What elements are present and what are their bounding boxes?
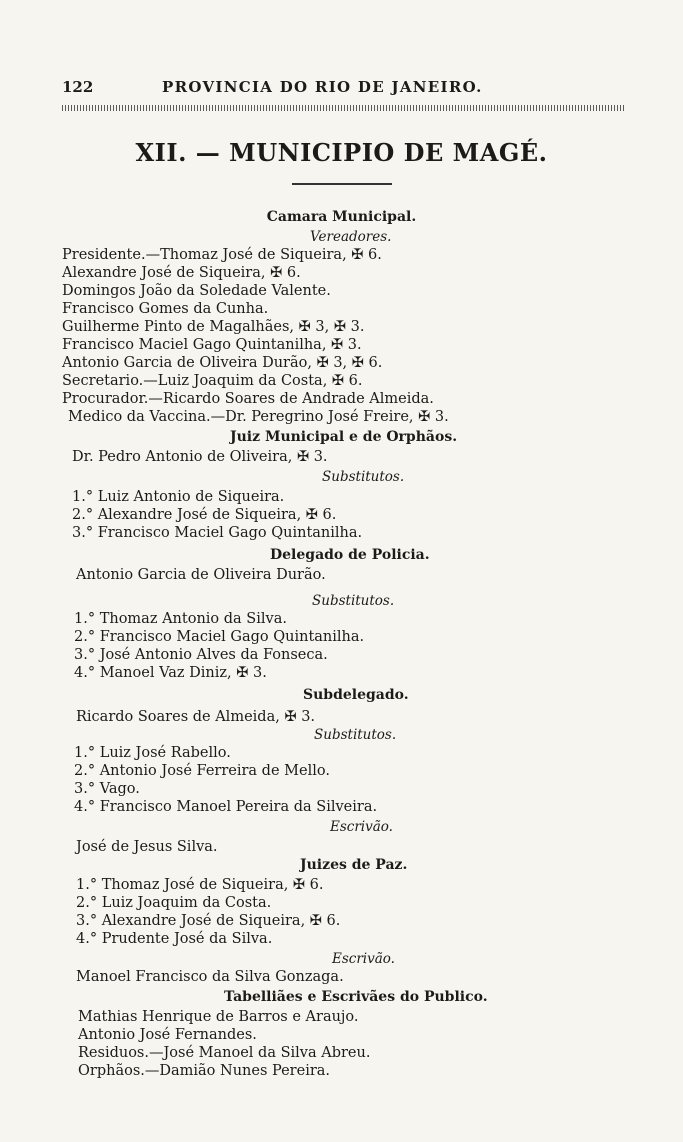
text-line: Manoel Francisco da Silva Gonzaga. xyxy=(76,969,344,985)
text-line: 4.° Manoel Vaz Diniz, ✠ 3. xyxy=(74,665,267,681)
text-line: Domingos João da Soledade Valente. xyxy=(62,283,331,299)
running-header xyxy=(62,78,632,100)
text-line: Antonio Garcia de Oliveira Durão. xyxy=(76,567,326,583)
text-line: 1.° Thomaz Antonio da Silva. xyxy=(74,611,287,627)
text-line: Dr. Pedro Antonio de Oliveira, ✠ 3. xyxy=(72,449,328,465)
text-line: 4.° Francisco Manoel Pereira da Silveira. xyxy=(74,799,378,815)
running-title: PROVINCIA DO RIO DE JANEIRO. xyxy=(162,78,483,96)
text-line: 3.° Alexandre José de Siqueira, ✠ 6. xyxy=(76,913,341,929)
text-line: Residuos.—José Manoel da Silva Abreu. xyxy=(78,1045,371,1061)
heading-subdelegado: Subdelegado. xyxy=(303,687,409,703)
text-line: 1.° Luiz Antonio de Siqueira. xyxy=(72,489,285,505)
text-line: Ricardo Soares de Almeida, ✠ 3. xyxy=(76,709,316,725)
label-substitutos: Substitutos. xyxy=(322,469,405,485)
text-line: Procurador.—Ricardo Soares de Andrade Almeida. xyxy=(62,391,434,407)
text-line: 3.° Vago. xyxy=(74,781,140,797)
text-line: Francisco Gomes da Cunha. xyxy=(62,301,269,317)
text-line: Francisco Maciel Gago Quintanilha, ✠ 3. xyxy=(62,337,362,353)
text-line: Antonio José Fernandes. xyxy=(78,1027,257,1043)
label-substitutos: Substitutos. xyxy=(314,727,397,743)
text-line: Alexandre José de Siqueira, ✠ 6. xyxy=(62,265,301,281)
heading-delegado: Delegado de Policia. xyxy=(270,547,430,563)
text-line: 4.° Prudente José da Silva. xyxy=(76,931,273,947)
text-line: 3.° Francisco Maciel Gago Quintanilha. xyxy=(72,525,363,541)
section-title: XII. — MUNICIPIO DE MAGÉ. xyxy=(135,138,548,167)
page-number: 122 xyxy=(62,78,94,96)
text-line: Antonio Garcia de Oliveira Durão, ✠ 3, ✠ 6. xyxy=(62,355,383,371)
text-line: Presidente.—Thomaz José de Siqueira, ✠ 6. xyxy=(62,247,382,263)
text-line: Guilherme Pinto de Magalhães, ✠ 3, ✠ 3. xyxy=(62,319,365,335)
text-line: José de Jesus Silva. xyxy=(76,839,218,855)
heading-juiz: Juiz Municipal e de Orphãos. xyxy=(230,429,458,445)
title-underline xyxy=(292,183,392,185)
heading-tabelliaes: Tabelliães e Escrivães do Publico. xyxy=(224,989,488,1005)
label-escrivao: Escrivão. xyxy=(332,951,395,967)
text-line: 2.° Francisco Maciel Gago Quintanilha. xyxy=(74,629,365,645)
text-line: 1.° Thomaz José de Siqueira, ✠ 6. xyxy=(76,877,324,893)
text-line: Medico da Vaccina.—Dr. Peregrino José Freire, ✠ 3. xyxy=(68,409,449,425)
text-line: 2.° Luiz Joaquim da Costa. xyxy=(76,895,272,911)
label-substitutos: Substitutos. xyxy=(312,593,395,609)
text-line: 2.° Antonio José Ferreira de Mello. xyxy=(74,763,330,779)
heading-juizes-paz: Juizes de Paz. xyxy=(300,857,408,873)
text-line: Orphãos.—Damião Nunes Pereira. xyxy=(78,1063,331,1079)
text-line: 2.° Alexandre José de Siqueira, ✠ 6. xyxy=(72,507,337,523)
text-line: Mathias Henrique de Barros e Araujo. xyxy=(78,1009,359,1025)
text-line: 3.° José Antonio Alves da Fonseca. xyxy=(74,647,328,663)
heading-camara: Camara Municipal. xyxy=(266,209,417,225)
text-line: Secretario.—Luiz Joaquim da Costa, ✠ 6. xyxy=(62,373,363,389)
label-escrivao: Escrivão. xyxy=(330,819,393,835)
ornamental-rule xyxy=(62,105,624,111)
text-line: 1.° Luiz José Rabello. xyxy=(74,745,231,761)
label-vereadores: Vereadores. xyxy=(310,229,392,245)
